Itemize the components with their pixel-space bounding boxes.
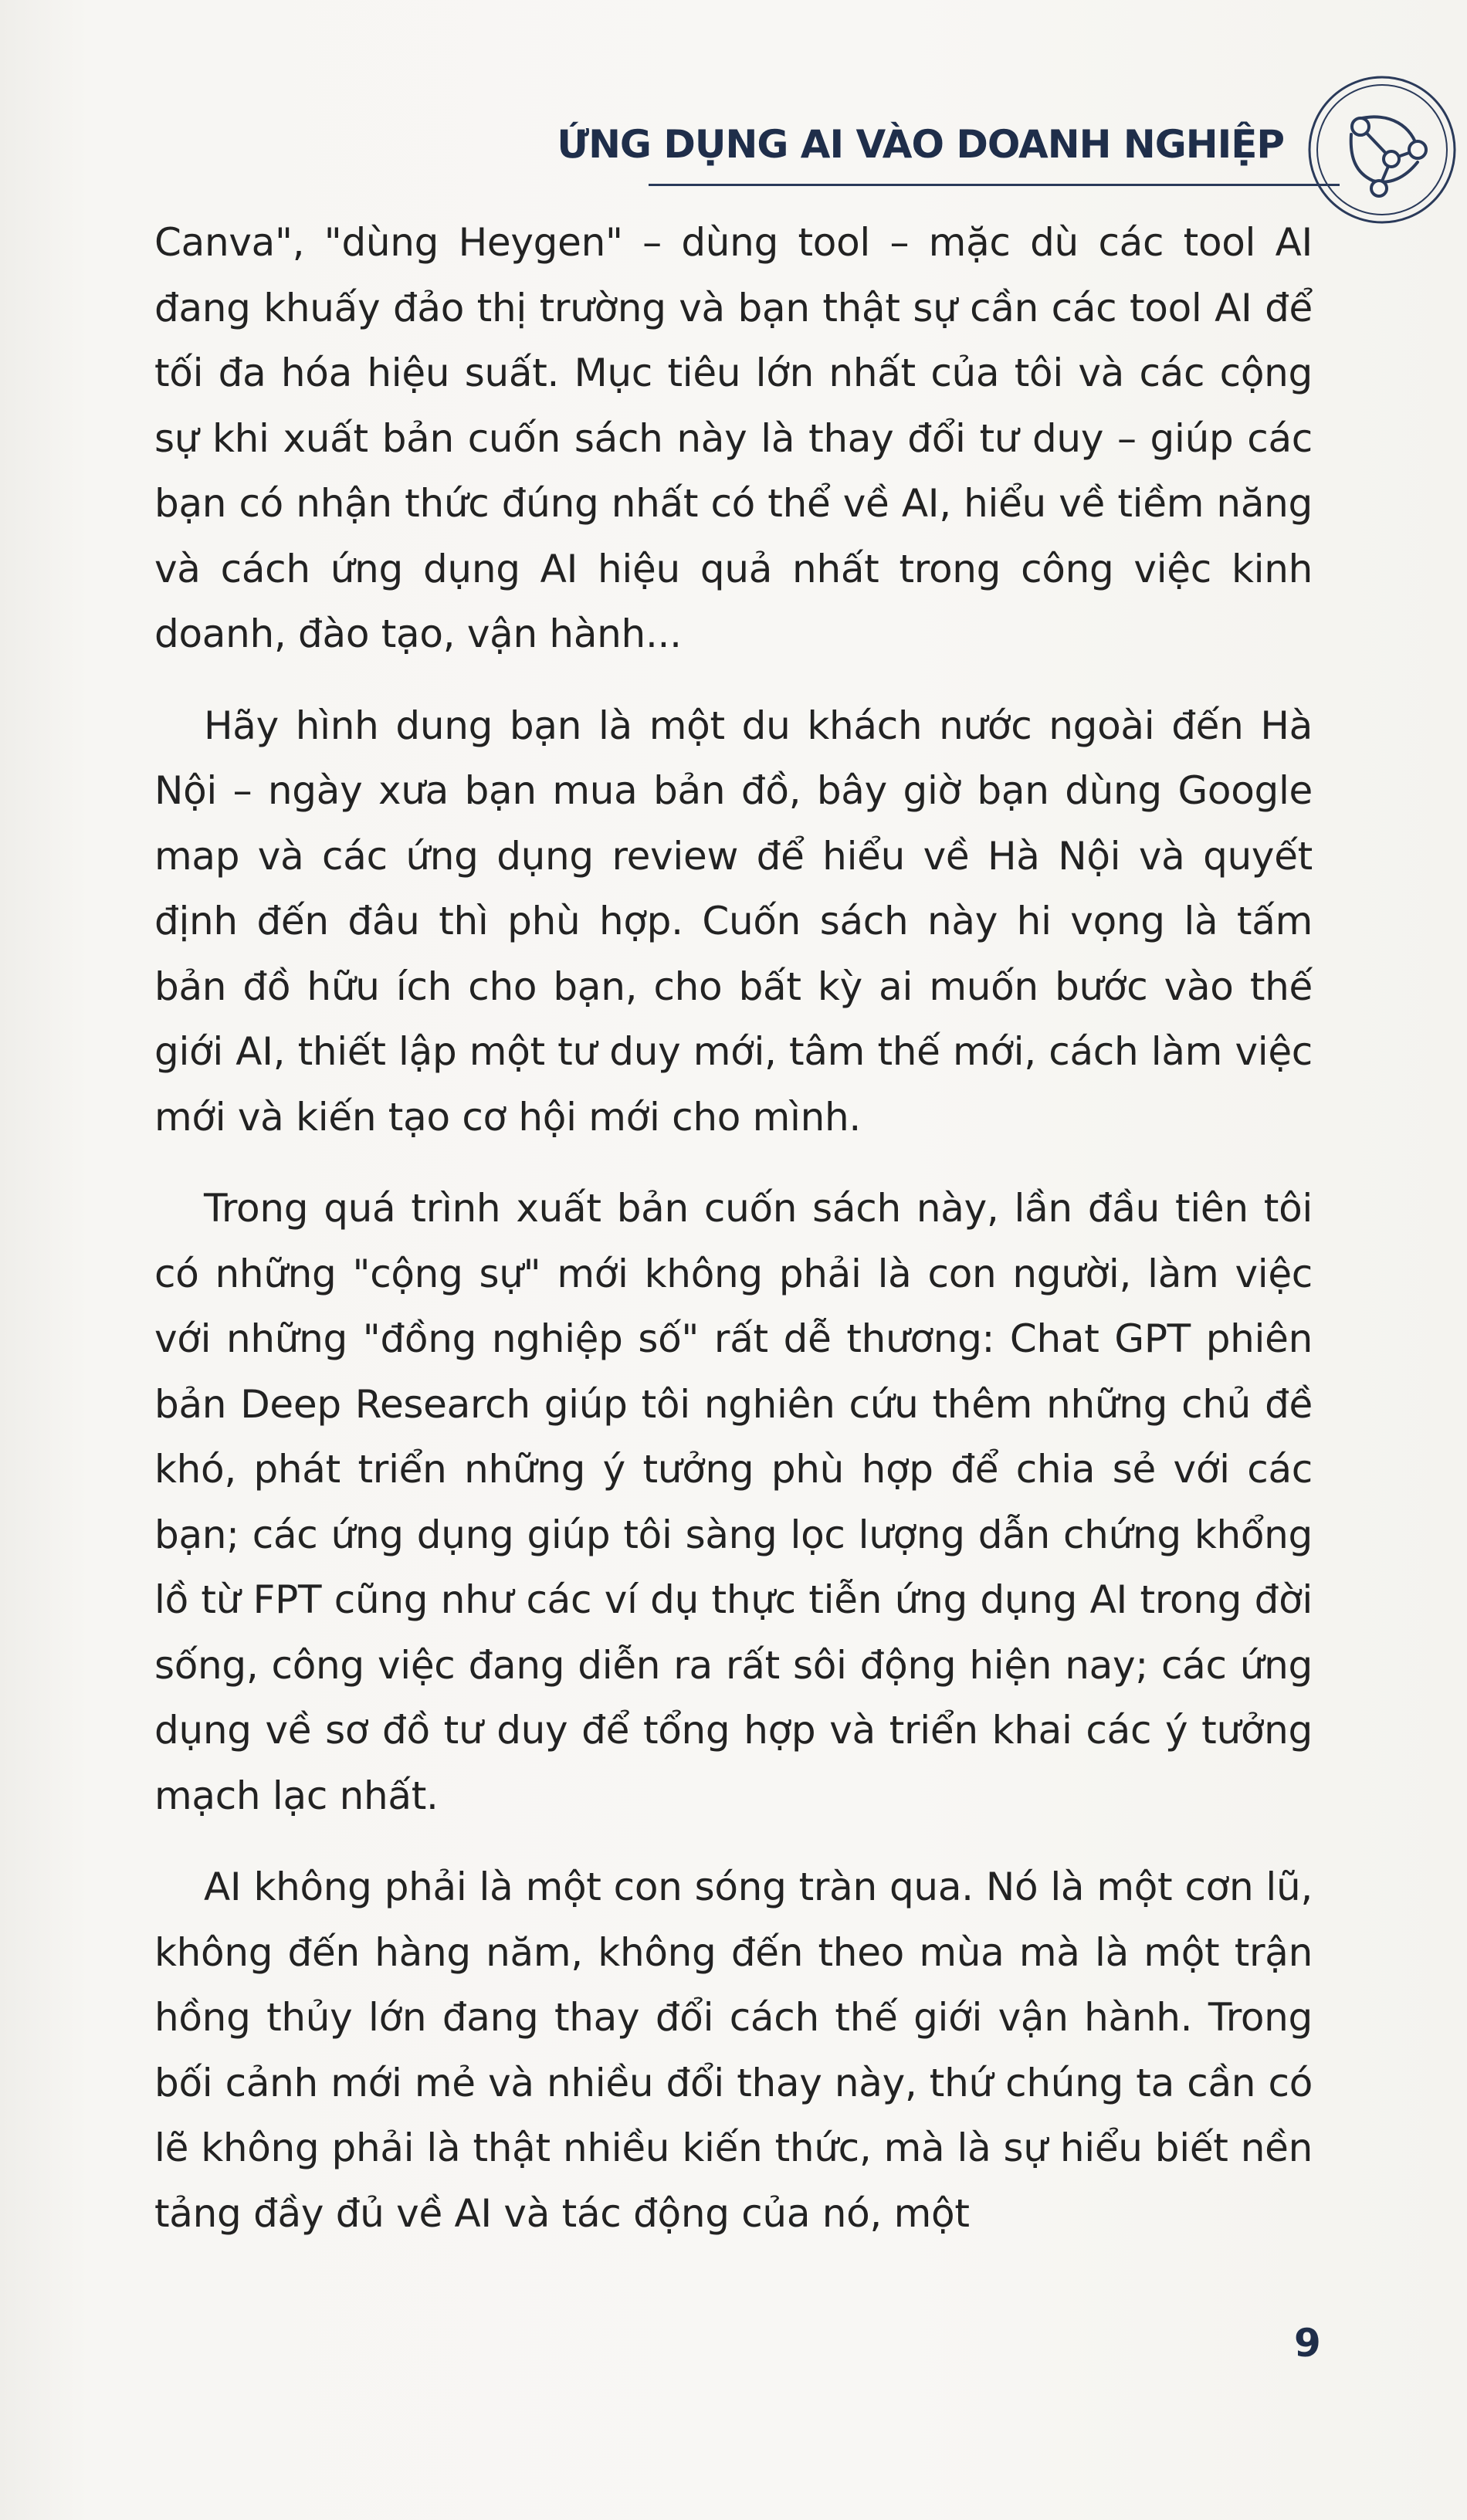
running-header: [0, 116, 1467, 216]
page-number: 9: [1294, 2321, 1321, 2366]
header-rule: [649, 184, 1340, 186]
paragraph-2: Hãy hình dung bạn là một du khách nước ngoài đến Hà Nội – ngày xưa bạn mua bản đồ, bây giờ bạn dùng Google map và các ứng dụng review để hiểu về Hà Nội và quyết định đến đâu thì phù hợp. Cuốn sách này hi vọng là tấm bản đồ hữu ích cho bạn, cho bất kỳ ai muốn bước vào thế giới AI, thiết lập một tư duy mới, tâm thế mới, cách làm việc mới và kiến tạo cơ hội mới cho mình.: [154, 703, 1313, 1140]
paragraph-3: Trong quá trình xuất bản cuốn sách này, lần đầu tiên tôi có những "cộng sự" mới không phải là con người, làm việc với những "đồng nghiệp số" rất dễ thương: Chat GPT phiên bản Deep Research giúp tôi nghiên cứu thêm những chủ đề khó, phát triển những ý tưởng phù hợp để chia sẻ với các bạn; các ứng dụng giúp tôi sàng lọc lượng dẫn chứng khổng lồ từ FPT cũng như các ví dụ thực tiễn ứng dụng AI trong đời sống, công việc đang diễn ra rất sôi động hiện nay; các ứng dụng về sơ đồ tư duy để tổng hợp và triển khai các ý tưởng mạch lạc nhất.: [154, 1186, 1313, 1818]
paragraph-4: AI không phải là một con sóng tràn qua. Nó là một cơn lũ, không đến hàng năm, không đến theo mùa mà là một trận hồng thủy lớn đang thay đổi cách thế giới vận hành. Trong bối cảnh mới mẻ và nhiều đổi thay này, thứ chúng ta cần có lẽ không phải là thật nhiều kiến thức, mà là sự hiểu biết nền tảng đầy đủ về AI và tác động của nó, một: [154, 1865, 1313, 2236]
running-header-title: ỨNG DỤNG AI VÀO DOANH NGHIỆP: [557, 122, 1284, 167]
paragraph-1: Canva", "dùng Heygen" – dùng tool – mặc dù các tool AI đang khuấy đảo thị trường và bạn thật sự cần các tool AI để tối đa hóa hiệu suất. Mục tiêu lớn nhất của tôi và các cộng sự khi xuất bản cuốn sách này là thay đổi tư duy – giúp các bạn có nhận thức đúng nhất có thể về AI, hiểu về tiềm năng và cách ứng dụng AI hiệu quả nhất trong công việc kinh doanh, đào tạo, vận hành...: [154, 220, 1313, 656]
ai-network-circle-icon: [1305, 73, 1459, 227]
body-text: [154, 210, 1313, 2272]
